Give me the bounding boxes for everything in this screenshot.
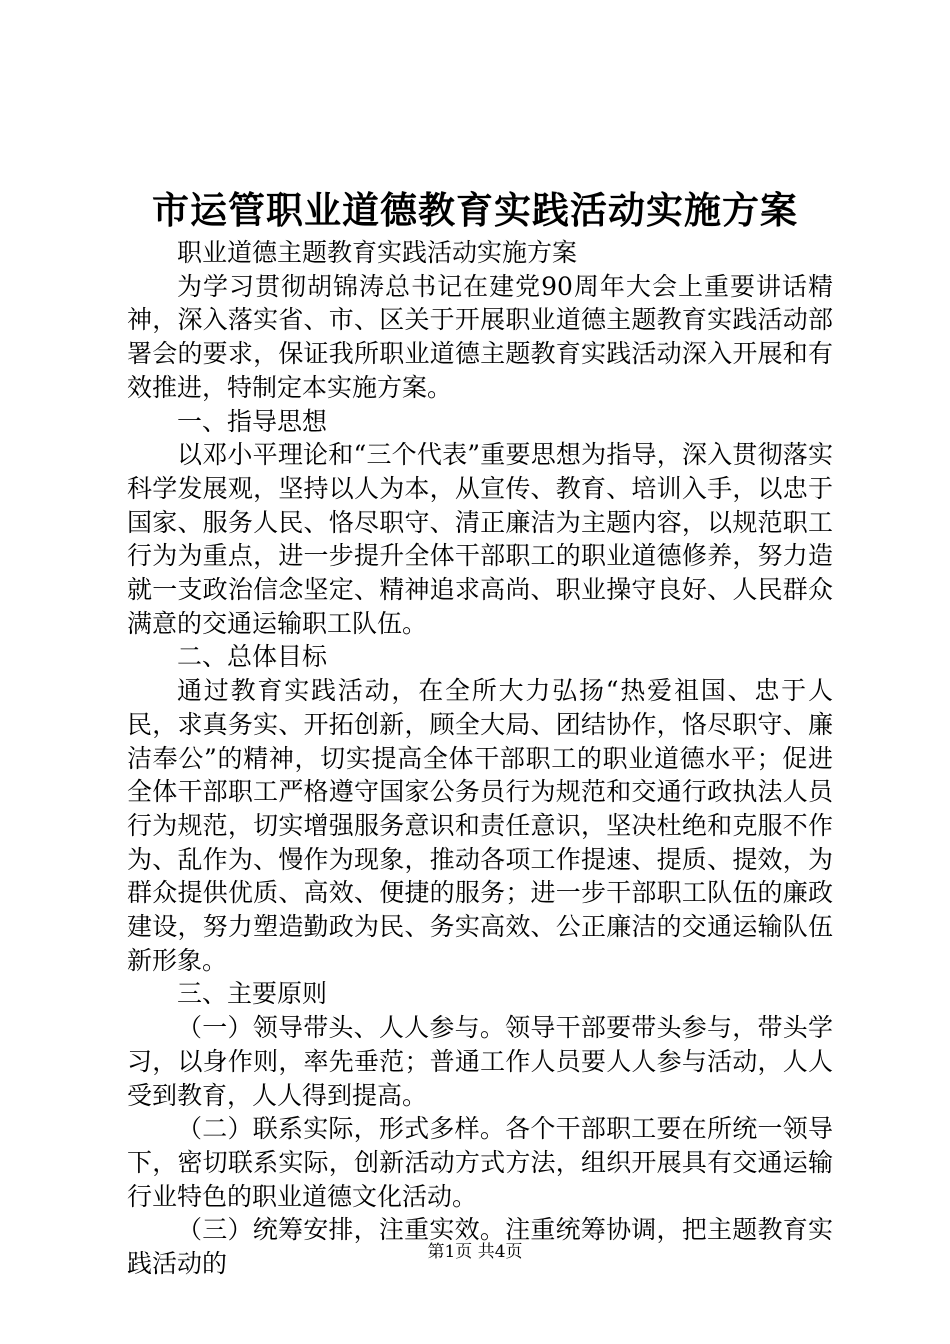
section-heading-main-principles: 三、主要原则 bbox=[177, 979, 328, 1009]
principle-1-paragraph: （一）领导带头、人人参与。领导干部要带头参与，带头学习，以身作则，率先垂范；普通工作人员要人人参与活动，人人受到教育，人人得到提高。 bbox=[127, 1013, 833, 1110]
section-heading-guiding-thought: 一、指导思想 bbox=[177, 406, 328, 436]
guiding-thought-paragraph: 以邓小平理论和“三个代表”重要思想为指导，深入贯彻落实科学发展观，坚持以人为本，从宣传、教育、培训入手，以忠于国家、服务人民、恪尽职守、清正廉洁为主题内容，以规范职工行为为重点，进一步提升全体干部职工的职业道德修养，努力造就一支政治信念坚定、精神追求高尚、职业操守良好、人民群众满意的交通运输职工队伍。 bbox=[127, 440, 833, 638]
document-title: 市运管职业道德教育实践活动实施方案 bbox=[152, 188, 798, 232]
overall-goal-paragraph: 通过教育实践活动，在全所大力弘扬“热爱祖国、忠于人民，求真务实、开拓创新，顾全大局、团结协作，恪尽职守、廉洁奉公”的精神，切实提高全体干部职工的职业道德水平；促进全体干部职工严格遵守国家公务员行为规范和交通行政执法人员行为规范，切实增强服务意识和责任意识，坚决杜绝和克服不作为、乱作为、慢作为现象，推动各项工作提速、提质、提效，为群众提供优质、高效、便捷的服务；进一步干部职工队伍的廉政建设，努力塑造勤政为民、务实高效、公正廉洁的交通运输队伍新形象。 bbox=[127, 676, 833, 975]
principle-3-paragraph: （三）统筹安排，注重实效。注重统筹协调，把主题教育实践活动的 bbox=[127, 1215, 833, 1279]
document-body bbox=[127, 236, 833, 1281]
page-number-footer: 第1页 共4页 bbox=[427, 1242, 523, 1262]
subtitle-paragraph: 职业道德主题教育实践活动实施方案 bbox=[177, 238, 578, 267]
principle-2-paragraph: （二）联系实际，形式多样。各个干部职工要在所统一领导下，密切联系实际，创新活动方式方法，组织开展具有交通运输行业特色的职业道德文化活动。 bbox=[127, 1114, 833, 1211]
section-heading-overall-goal: 二、总体目标 bbox=[177, 642, 328, 672]
intro-paragraph: 为学习贯彻胡锦涛总书记在建党90周年大会上重要讲话精神，深入落实省、市、区关于开展职业道德主题教育实践活动部署会的要求，保证我所职业道德主题教育实践活动深入开展和有效推进，特制定本实施方案。 bbox=[127, 271, 833, 402]
